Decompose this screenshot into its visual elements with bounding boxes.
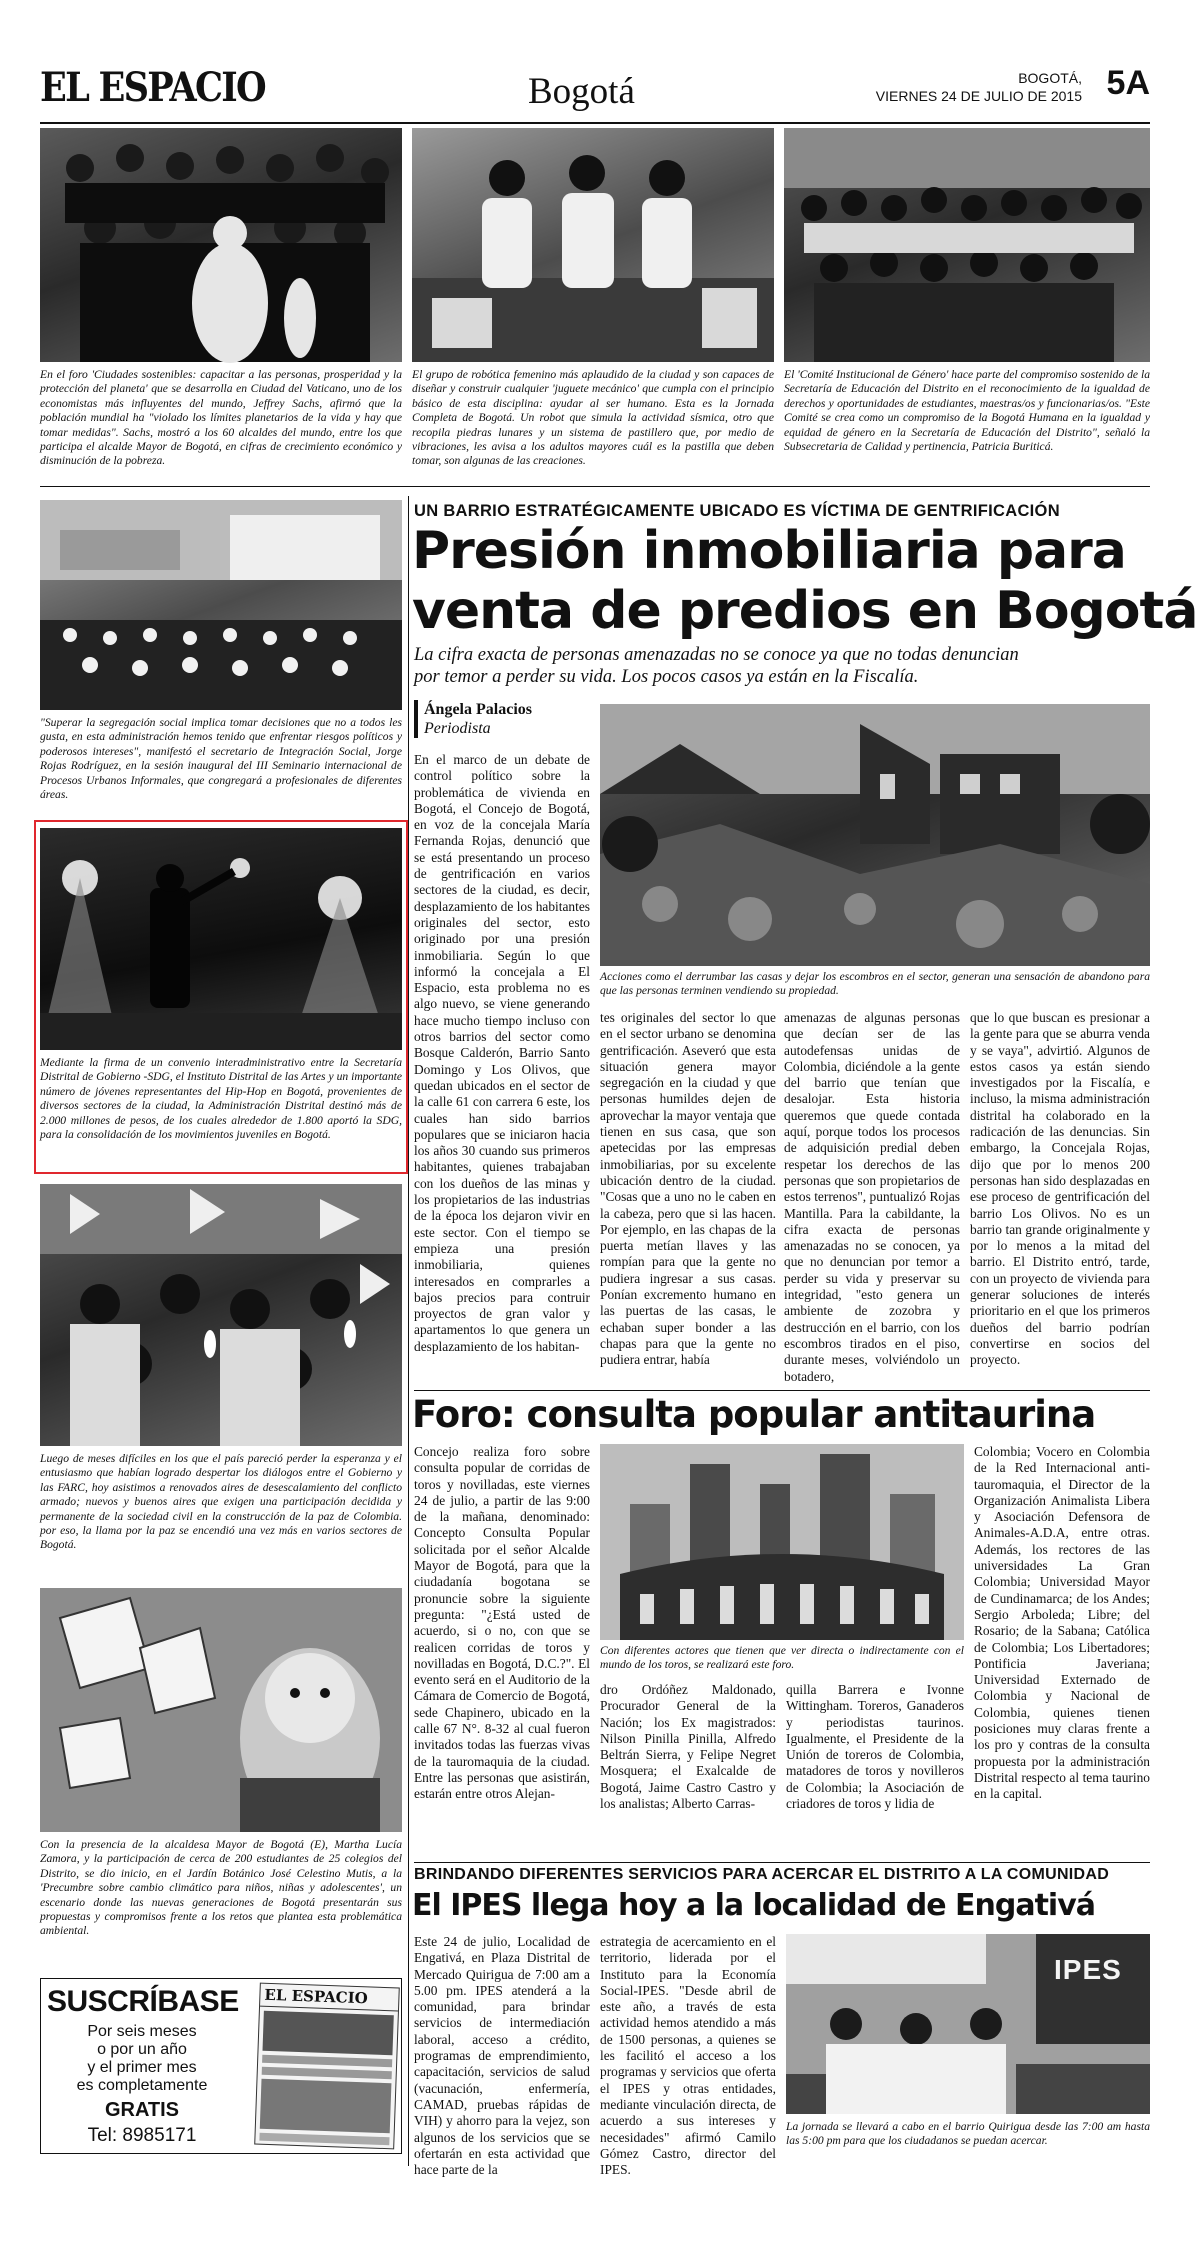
newspaper-name: EL ESPACIO (40, 64, 265, 111)
article3-kicker: BRINDANDO DIFERENTES SERVICIOS PARA ACERCAR EL DISTRITO A LA COMUNIDAD (414, 1866, 1110, 1883)
article3-column-2: estrategia de acercamiento en el territorio, liderada por el Instituto para la Economía Social-IPES. "Desde abril de este año, a través de esta actividad hemos atendido a más de 1500 personas, a quienes se les facilitó el acceso a los programas y servicios que oferta el IPES y otras entidades, mediante vinculación directa, de acuerdo a sus intereses y necesidades" afirmó Camilo Gómez Castro, director del IPES. (600, 1934, 776, 2178)
ad-mini-newspaper (254, 1983, 400, 2150)
photo-peace-flame (40, 1184, 402, 1446)
article2-column-4: Colombia; Vocero en Colombia de la Red Internacional anti-tauromaquia, el Director de la Organización Animalista Libera y Asociación Defensora de Animales-A.D.A, entre otras. Además, los rectores de las universidades La Gran Colombia; Universidad Mayor de Cundinamarca; de los Andes; Sergio Arboleda; Libre; del Rosario; de la Sabana; Católica de Colombia; Los Libertadores; Pontificia Javeriana; Universidad Externado de Colombia y Nacional de Colombia, quienes tienen posiciones muy claras frente a los pro y contras de la consulta propuesta por la administración Distrital respecto al tema taurino en la capital. (974, 1444, 1150, 1802)
caption-gender-committee: El 'Comité Institucional de Género' hace parte del compromiso sostenido de la Secretaría de Educación del Distrito en el reconocimiento de la igualdad de derechos y oportunidades de estudiantes, maestras/os y funcionarias/os. "Este Comité se crea como un compromiso de la Bogotá Humana en la igualdad y equidad de género en la Secretaría de Educación del Distrito", señaló la Subsecretaria de Calidad y pertinencia, Patricia Buriticá. (784, 368, 1150, 454)
section-name: Bogotá (528, 71, 635, 112)
photo-robotics-girls (412, 128, 774, 362)
article1-column-3: amenazas de algunas personas que decían ser de las autodefensas unidas de Colombia, diciéndole a la gente del barrio que tenían que desalojar. Esta historia queremos que quede contada aquí, porque todos los procesos de adquisición predial deben respetar los derechos de las personas que son propietarios de estos terrenos", puntualizó Rojas Mantilla. Para la cabildante, la cifra exacta de personas amenazadas no se conocen, ya que no denuncian por temor a perder su vida y preservar su integridad, "esto genera un ambiente de zozobra y destrucción en el barrio, con los escombros tirados en el piso, durante meses, volviéndolo un botadero, (784, 1010, 960, 1384)
article2-column-1: Concejo realiza foro sobre consulta popular de corridas de toros y novilladas, este viernes 24 de julio, a partir de las 9:00 de la mañana, denominado: Concepto Consulta Popular solicitada por el señor Alcalde Mayor de Bogotá, para que la ciudadanía bogotana se pronuncie sobre la siguiente pregunta: "¿Está usted de acuerdo, si o no, con que se realicen corridas de toros y novilladas en Bogotá, D.C.?". El evento será en el Auditorio de la Cámara de Comercio de Bogotá, sede Chapinero, ubicado en la calle 67 N°. 8-32 al cual fueron invitados todas las fuerzas vivas de la tauromaquia de la ciudad. Entre las personas que asistirán, estarán entre otros Alejan- (414, 1444, 590, 1802)
article2-headline: Foro: consulta popular antitaurina (412, 1393, 1096, 1436)
article1-headline-line1: Presión inmobiliaria para (412, 521, 1126, 581)
article2-column-2: dro Ordóñez Maldonado, Procurador General de la Nación; los Ex magistrados: Nilson Pinilla Pinilla, Alfredo Beltrán Sierra, y Felipe Negret Mosquera; el Exalcalde de Bogotá, Jaime Castro Castro y los analistas; Alberto Carras- (600, 1682, 776, 1812)
caption-vatican-forum: En el foro 'Ciudades sostenibles: capacitar a las personas, prosperidad y la protección del planeta' que se desarrolla en Ciudad del Vaticano, uno de los economistas más influyentes del mundo, Jeffrey Sachs, afirmó que la población mundial ha "violado los límites planetarios de la vida y hay que tomar medidas". Sachs, mostró a los 60 alcaldes del mundo, entre los que participa el alcalde Mayor de Bogotá, en cifras de crecimiento económico y disminución de la pobreza. (40, 368, 402, 468)
subscription-ad[interactable] (40, 1978, 402, 2154)
caption-bullring: Con diferentes actores que tienen que ver directa o indirectamente con el mundo de los toros, se realizará este foro. (600, 1644, 964, 1672)
left-column-divider (408, 496, 409, 2166)
ad-mini-masthead: EL ESPACIO (260, 1984, 399, 2012)
photo-bullring (600, 1444, 964, 1640)
ad-line-2: o por un año (97, 2041, 187, 2058)
author-role: Periodista (424, 720, 491, 737)
author-name: Ángela Palacios (424, 701, 532, 718)
article1-column-4: que lo que buscan es presionar a la gente para que se aburra venda y se vaya", advirtió. Algunos de estos casos ya están siendo investigados por la Fiscalía, e incluso, la misma administración distrital ha colaborado en la radicación de las denuncias. Sin embargo, la Concejala Rojas, dijo que por lo menos 200 personas han sido desplazadas en ese proceso de gentrificación del barrio Los Olivos. No es un barrio tan grande originalmente y por lo menos a la mitad del barrio. El Distrito entró, tarde, con un proyecto de vivienda para generar soluciones de interés prioritario en el que los primeros dueños del barrio podrían convertirse en socios del proyecto. (970, 1010, 1150, 1368)
ad-line-1: Por seis meses (87, 2023, 197, 2040)
article2-column-3: quilla Barrera e Ivonne Wittingham. Toreros, Ganaderos y periodistas taurinos. Igualmente, el Presidente de la Unión de toreros de Colombia, matadores de toros y novilleros de Colombia; la Asociación de criadores de toros y lidia de (786, 1682, 964, 1812)
masthead-date: VIERNES 24 DE JULIO DE 2015 (875, 88, 1082, 104)
photo-ipes-service (786, 1934, 1150, 2114)
caption-demolished-houses: Acciones como el derrumbar las casas y dejar los escombros en el sector, generan una sensación de abandono para que las personas terminen vendiendo su propiedad. (600, 970, 1150, 998)
top-row-divider (40, 486, 1150, 487)
ad-title: SUSCRÍBASE (47, 1985, 239, 2018)
article1-headline-line2: venta de predios en Bogotá (412, 581, 1197, 641)
article1-deck-line1: La cifra exacta de personas amenazadas no se conoce ya que no todas denuncian (414, 645, 1019, 665)
caption-robotics: El grupo de robótica femenino más aplaudido de la ciudad y son capaces de diseñar y construir cualquier 'juguete mecánico' que cumpla con el principio básico de esta disciplina: ayudar al ser humano. Esta es la Jornada Completa de Bogotá. Un robot que simula la actividad sísmica, otro que recopila piedras lunares y un sistema de pastillero que, por medio de vibraciones, les avisa a los adultos mayores cuál es la pastilla que deben tomar, son algunas de las creaciones. (412, 368, 774, 468)
caption-climate-summit: Con la presencia de la alcaldesa Mayor de Bogotá (E), Martha Lucía Zamora, y la participación de cerca de 200 estudiantes de 25 colegios del Distrito, se dio inicio, en el Jardín Botánico José Celestino Mutis, a la 'Precumbre sobre cambio climático para niños, niñas y adolescentes', un escenario donde las nuevas generaciones de Bogotá presentarán sus propuestas y compromisos frente a los retos que plantea esta problemática ambiental. (40, 1838, 402, 1938)
photo-vatican-forum (40, 128, 402, 362)
photo-hiphop-concert (40, 828, 402, 1050)
masthead-city: BOGOTÁ, (1018, 70, 1082, 86)
article3-column-1: Este 24 de julio, Localidad de Engativá, en Plaza Distrital de Mercado Quirigua de 7:00 am a 5.00 pm. IPES atenderá a la comunidad, para brindar servicios de intermediación laboral, acceso a crédito, programas de emprendimiento, capacitación, servicios de salud (vacunación, enfermería, CAMAD, pruebas rápidas de VIH) y ahorro para la vejez, son algunos de los servicios que se ofertarán en esta actividad que hace parte de la (414, 1934, 590, 2178)
masthead (40, 62, 1150, 120)
article3-headline: El IPES llega hoy a la localidad de Engativá (412, 1888, 1096, 1923)
ad-offer-text (47, 2023, 237, 2095)
caption-ipes: La jornada se llevará a cabo en el barrio Quirigua desde las 7:00 am hasta las 5:00 pm para que los ciudadanos se puedan acercar. (786, 2120, 1150, 2148)
article1-kicker: UN BARRIO ESTRATÉGICAMENTE UBICADO ES VÍCTIMA DE GENTRIFICACIÓN (414, 502, 1060, 520)
article1-column-2: tes originales del sector lo que en el sector urbano se denomina gentrificación. Aseveró que esta situación genera mayor segregación en la ciudad y que personas humildes dejen de aprovechar la mayor ventaja que tienen en sus casa, que son apetecidas por las empresas inmobiliarias, por su excelente ubicación dentro de la ciudad. "Cosas que a uno no le caben en la cabeza, pero que si las hacen. Por ejemplo, en las chapas de la puerta metían llaves y las rompían para que la gente no pudiera ingresar a sus casas. Ponían excremento humano en las puertas de las casas, le echaban super bonder a las chapas para que la gente no pudiera entrar, había (600, 1010, 776, 1368)
masthead-rule (40, 122, 1150, 124)
caption-seminar: "Superar la segregación social implica tomar decisiones que no a todos les gusta, en esta administración hemos tenido que enfrentar riesgos políticos y poderosos intereses", manifestó el secretario de Integración Social, Jorge Rojas Rodríguez, en la sesión inaugural del III Seminario internacional de Procesos Urbanos Informales, que congregará a profesionales de diferentes áreas. (40, 716, 402, 802)
caption-hiphop: Mediante la firma de un convenio interadministrativo entre la Secretaría Distrital de Gobierno -SDG, el Instituto Distrital de las Artes y un importante número de jóvenes representantes del Hip-Hop en Bogotá, provenientes de diversos sectores de la ciudad, la Administración Distrital destinó más de 2.000 millones de pesos, de los cuales alrededor de 1.800 aportó la SDG, para la consolidación de los movimientos juveniles en Bogotá. (40, 1056, 402, 1142)
photo-demolished-houses (600, 704, 1150, 966)
article1-bottom-rule (414, 1390, 1150, 1391)
article2-bottom-rule (414, 1862, 1150, 1863)
article1-deck (414, 644, 1144, 688)
ad-line-3: y el primer mes (87, 2059, 197, 2076)
article1-column-1: En el marco de un debate de control político sobre la problemática de vivienda en Bogotá, el Concejo de Bogotá, en voz de la concejala María Fernanda Rojas, denunció que se está presentando un proceso de gentrificación en varios sectores de la ciudad, es decir, desplazamiento de los habitantes originales del sector, esto originado por una presión inmobiliaria. Según lo que informó la concejala a El Espacio, esta problema no es algo nuevo, se viene generando hace mucho tiempo incluso con otros barrios del sector como Bosque Calderón, Barrio Santo Domingo y Los Olivos, que quedan ubicados en el sector de la calle 61 con carrera 6 este, los cuales han sido barrios populares que se iniciaron hacia los años 30 cuando sus primeros habitantes, quienes trabajaban con los dueños de las minas y los propietarios de las industrias de la época los dejaron vivir en este sector. Con el tiempo se empieza una presión inmobiliaria, quienes interesados en comprarles a bajos precios para contruir proyectos de gran valor y apartamentos lo que genera un desplazamiento de los habitan- (414, 752, 590, 1354)
article1-byline (414, 700, 532, 738)
ad-gratis: GRATIS (104, 2099, 180, 2121)
ipes-banner: IPES (1054, 1954, 1122, 1985)
ad-phone[interactable]: Tel: 8985171 (87, 2125, 197, 2146)
article1-deck-line2: por temor a perder su vida. Los pocos casos ya están en la Fiscalía. (414, 667, 919, 687)
caption-peace-flame: Luego de meses difíciles en los que el país pareció perder la esperanza y el entusiasmo que habían logrado despertar los diálogos entre el Gobierno y las FARC, hoy asistimos a renovados aires de desescalamiento del conflicto armado; nuevos y buenos aires que exigen una participación decidida y permanente de la sociedad civil en la construcción de la paz de Colombia. por eso, la llama por la paz se encendió una vez más en varios sectores de Bogotá. (40, 1452, 402, 1552)
photo-seminar (40, 500, 402, 710)
photo-gender-committee (784, 128, 1150, 362)
page-number: 5A (1106, 64, 1150, 102)
photo-climate-summit (40, 1588, 402, 1832)
ad-line-4: es completamente (76, 2077, 208, 2094)
